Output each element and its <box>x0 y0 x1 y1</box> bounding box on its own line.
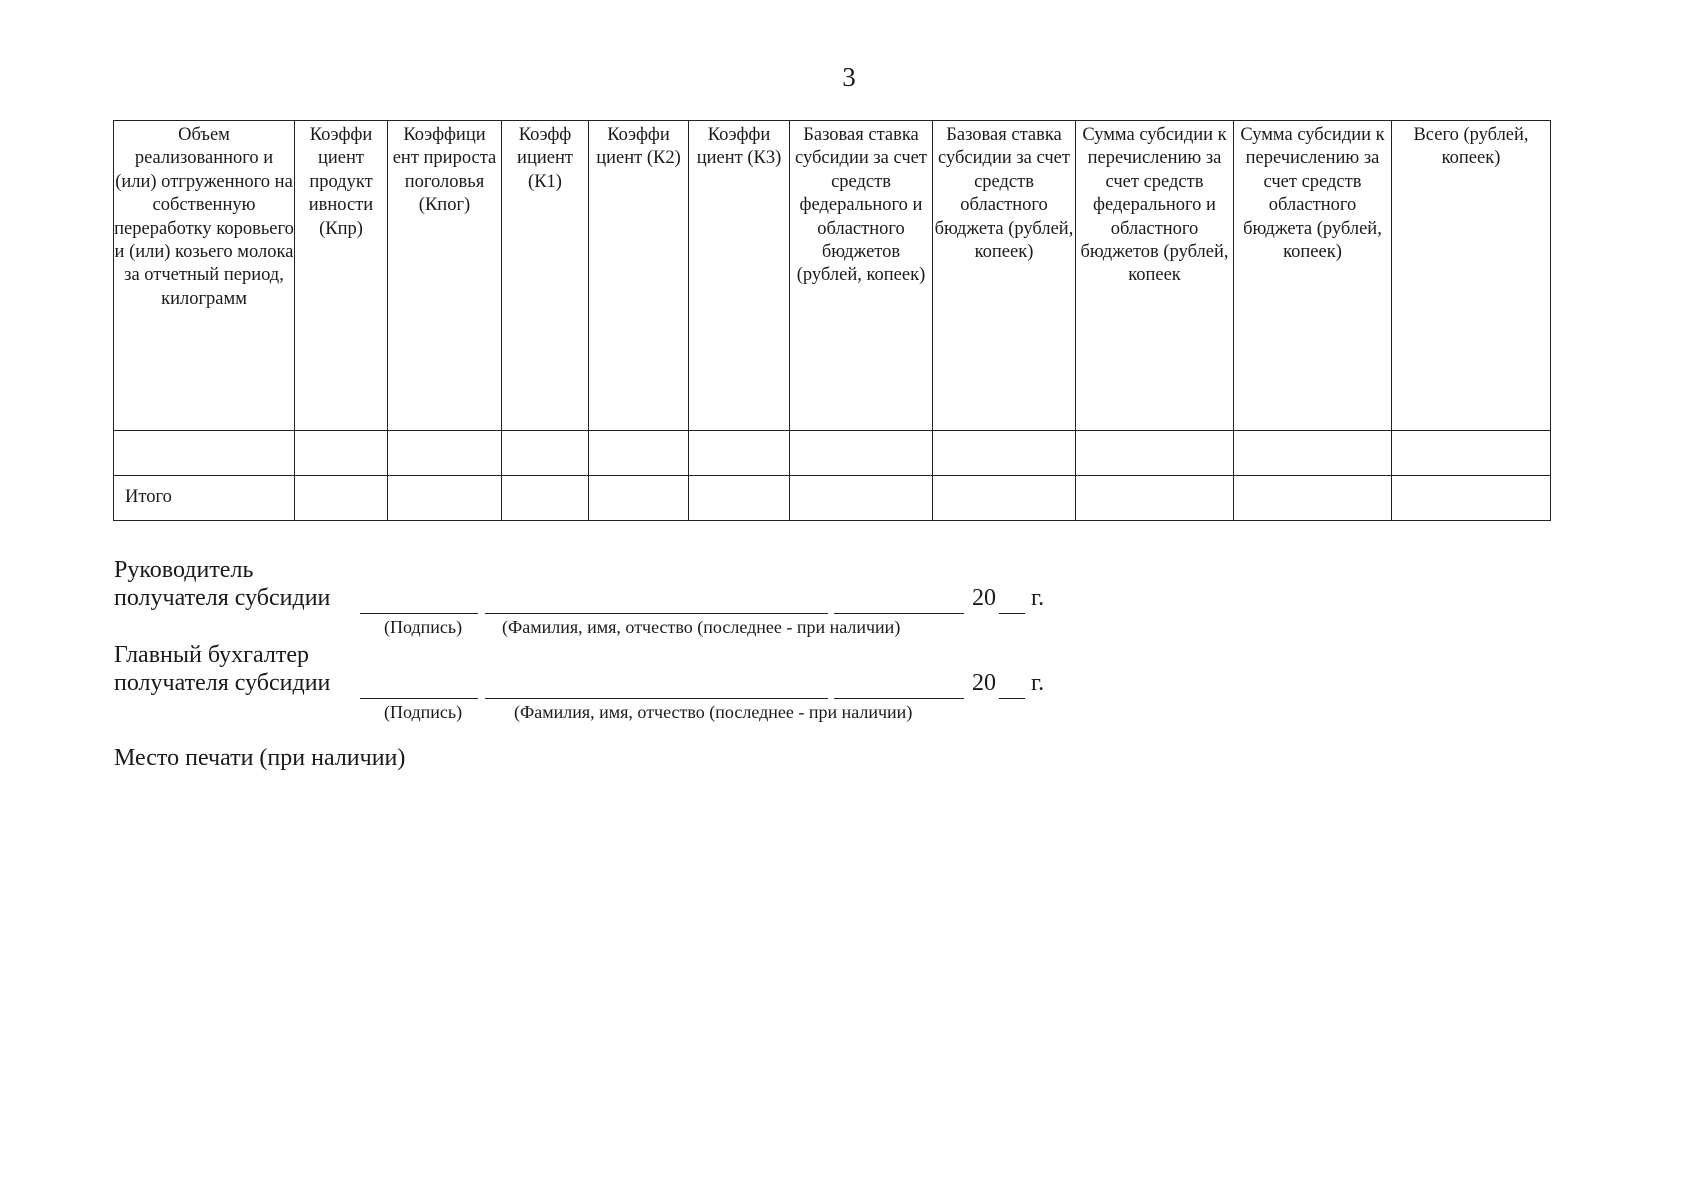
head-title-line2: получателя субсидии <box>114 585 331 611</box>
table-cell[interactable] <box>1076 476 1234 521</box>
page-number: 3 <box>842 62 856 92</box>
stamp-place-label: Место печати (при наличии) <box>114 745 406 771</box>
table-cell[interactable] <box>933 431 1076 476</box>
accountant-signature-field[interactable] <box>360 698 478 699</box>
table-header-row <box>114 121 1551 431</box>
accountant-year-field[interactable] <box>999 698 1025 699</box>
header-base-rate-federal: Базовая ставка субсидии за счет средств федерального и областного бюджетов (рублей, копеек) <box>790 121 933 431</box>
table-cell[interactable] <box>689 431 790 476</box>
table-cell[interactable] <box>790 476 933 521</box>
total-row <box>114 476 1551 521</box>
header-k1: Коэфф ициент (К1) <box>502 121 589 431</box>
table-cell[interactable] <box>388 476 502 521</box>
table-cell[interactable] <box>114 431 295 476</box>
header-sum-federal: Сумма субсидии к перечислению за счет средств федерального и областного бюджетов (рублей, копеек <box>1076 121 1234 431</box>
header-milk-volume: Объем реализованного и (или) отгруженного на собственную переработку коровьего и (или) козьего молока за отчетный период, килограмм <box>114 121 295 431</box>
head-title-line1: Руководитель <box>114 557 254 583</box>
accountant-signature-caption: (Подпись) <box>384 702 463 722</box>
table-cell[interactable] <box>295 476 388 521</box>
table-cell[interactable] <box>1234 431 1392 476</box>
table-cell[interactable] <box>1392 476 1551 521</box>
table-cell[interactable] <box>689 476 790 521</box>
header-kpr: Коэффи циент продукт ивности (Кпр) <box>295 121 388 431</box>
head-year-field[interactable] <box>999 613 1025 614</box>
table-cell[interactable] <box>295 431 388 476</box>
header-k3: Коэффи циент (К3) <box>689 121 790 431</box>
table-cell[interactable] <box>502 431 589 476</box>
table-cell[interactable] <box>589 431 689 476</box>
accountant-date-field[interactable] <box>834 698 964 699</box>
accountant-title-line2: получателя субсидии <box>114 670 331 696</box>
accountant-name-field[interactable] <box>485 698 828 699</box>
head-name-caption: (Фамилия, имя, отчество (последнее - при наличии) <box>502 617 901 637</box>
table-cell[interactable] <box>1076 431 1234 476</box>
head-signature-field[interactable] <box>360 613 478 614</box>
head-date-field[interactable] <box>834 613 964 614</box>
table-cell[interactable] <box>1234 476 1392 521</box>
accountant-year-suffix: г. <box>1031 670 1045 696</box>
accountant-name-caption: (Фамилия, имя, отчество (последнее - при наличии) <box>514 702 913 722</box>
header-base-rate-regional: Базовая ставка субсидии за счет средств областного бюджета (рублей, копеек) <box>933 121 1076 431</box>
table-cell[interactable] <box>1392 431 1551 476</box>
table-cell[interactable] <box>589 476 689 521</box>
accountant-year-prefix: 20 <box>972 670 996 696</box>
header-sum-regional: Сумма субсидии к перечислению за счет средств областного бюджета (рублей, копеек) <box>1234 121 1392 431</box>
header-total: Всего (рублей, копеек) <box>1392 121 1551 431</box>
table-cell[interactable] <box>388 431 502 476</box>
head-name-field[interactable] <box>485 613 828 614</box>
head-year-prefix: 20 <box>972 585 996 611</box>
table-cell[interactable] <box>933 476 1076 521</box>
header-kpog: Коэффици ент прироста поголовья (Кпог) <box>388 121 502 431</box>
subsidy-calculation-table <box>113 120 1551 521</box>
head-signature-caption: (Подпись) <box>384 617 463 637</box>
header-k2: Коэффи циент (К2) <box>589 121 689 431</box>
head-year-suffix: г. <box>1031 585 1045 611</box>
table-cell[interactable] <box>502 476 589 521</box>
total-label: Итого <box>114 476 295 521</box>
accountant-title-line1: Главный бухгалтер <box>114 642 309 668</box>
table-row <box>114 431 1551 476</box>
table-cell[interactable] <box>790 431 933 476</box>
